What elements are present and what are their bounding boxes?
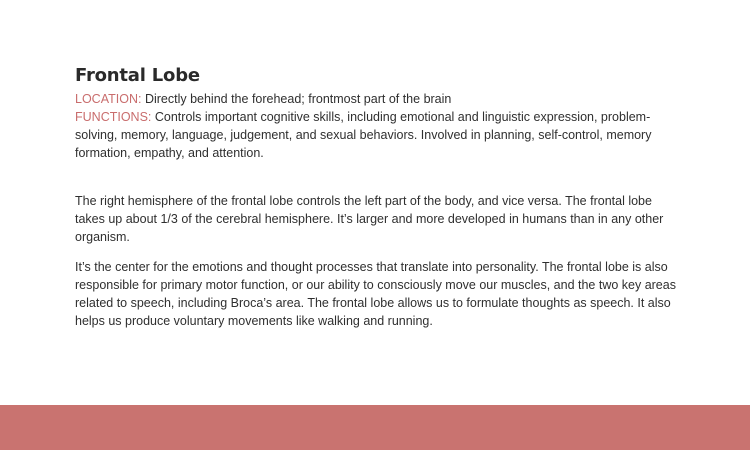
info-block [75,90,680,162]
body-paragraph-1: The right hemisphere of the frontal lobe controls the left part of the body, and vice versa. The frontal lobe takes up about 1/3 of the cerebral hemisphere. It’s larger and more developed in humans than in any other organism. [75,194,664,244]
functions-text: Controls important cognitive skills, including emotional and linguistic expression, problem-solving, memory, language, judgement, and sexual behaviors. Involved in planning, self-control, memory formation, empathy, and attention. [75,110,652,160]
functions-label: FUNCTIONS: [75,110,152,124]
footer-band [0,405,750,450]
location-line [75,90,680,108]
lobe-info-section [75,64,680,330]
body-paragraph-2: It’s the center for the emotions and thought processes that translate into personality. The frontal lobe is also responsible for primary motor function, or our ability to consciously move our muscles, and the two key areas related to speech, including Broca’s area. The frontal lobe allows us to formulate thoughts as speech. It also helps us produce voluntary movements like walking and running. [75,260,676,328]
functions-line [75,108,680,162]
location-text: Directly behind the forehead; frontmost part of the brain [144,92,452,106]
location-label: LOCATION: [75,92,142,106]
page-title: Frontal Lobe [75,65,200,86]
